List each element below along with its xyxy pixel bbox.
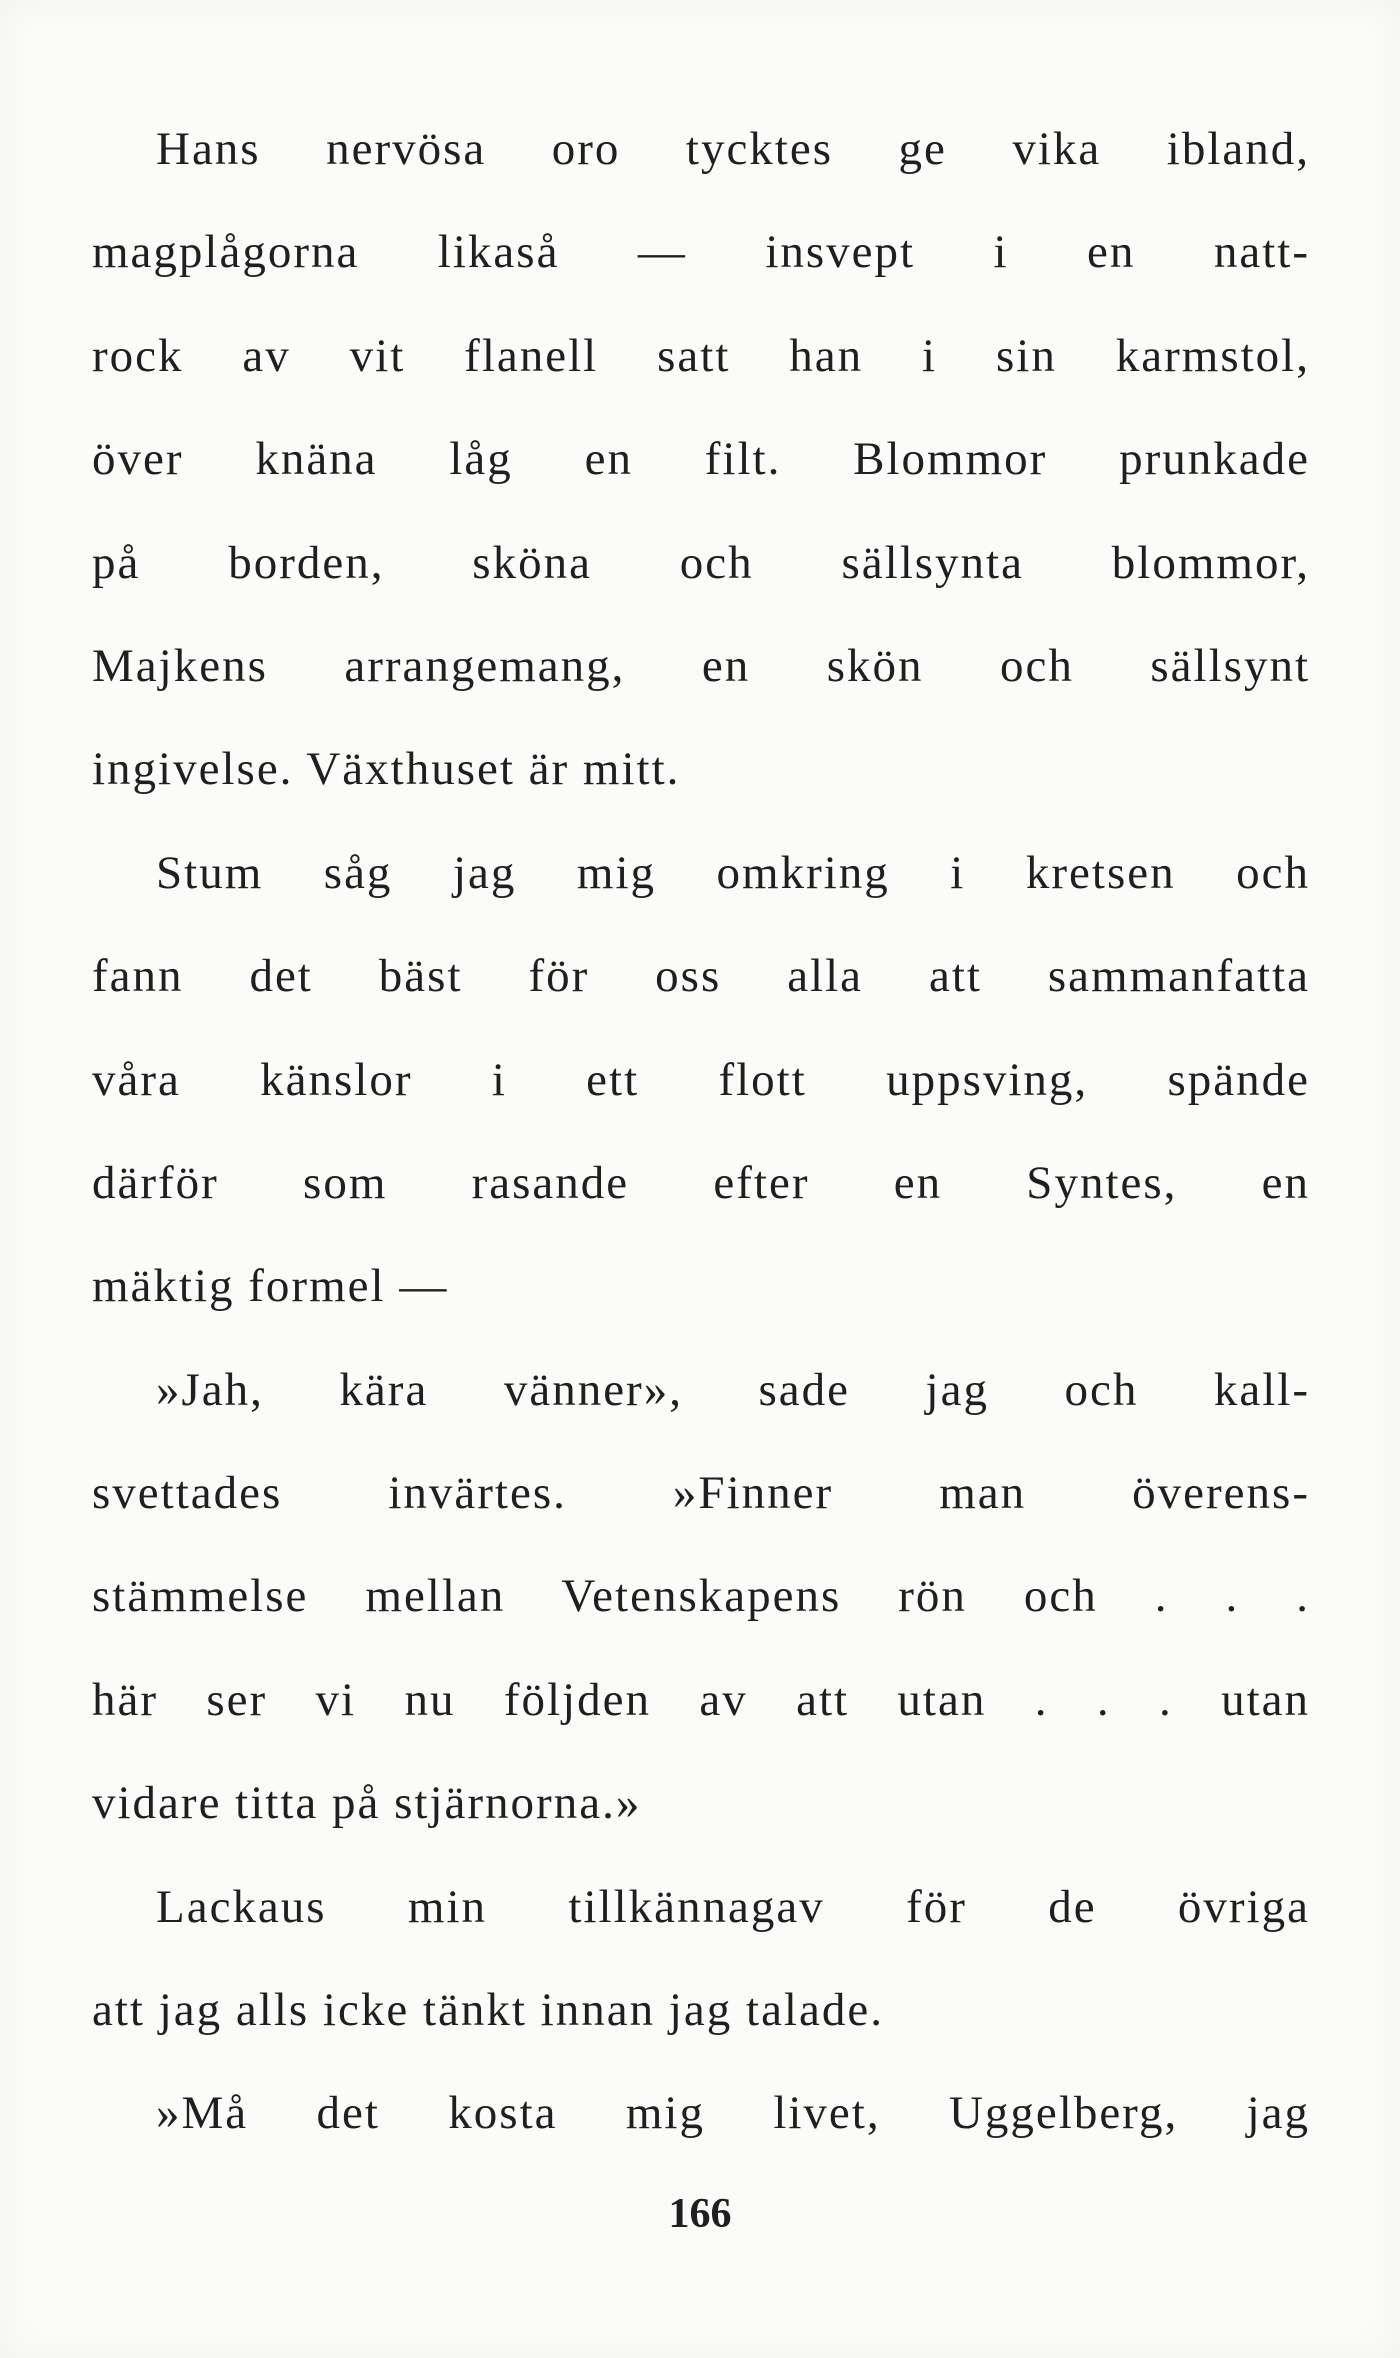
page-number: 166 [668, 2191, 732, 2237]
text-line: ingivelse. Växthuset är mitt. [92, 743, 681, 796]
text-line: fann det bäst för oss alla att sammanfatta [92, 950, 1310, 1003]
text-line: »Jah, kära vänner», sade jag och kall- [156, 1363, 1310, 1416]
text-line: mäktig formel — [92, 1260, 449, 1313]
text-line: magplågorna likaså — insvept i en natt- [92, 226, 1310, 279]
text-line: att jag alls icke tänkt innan jag talade. [92, 1984, 884, 2037]
text-line: Lackaus min tillkännagav för de övriga [156, 1880, 1310, 1933]
text-line: »Må det kosta mig livet, Uggelberg, jag [156, 2087, 1310, 2140]
text-line: rock av vit flanell satt han i sin karmstol, [92, 329, 1310, 382]
text-line: därför som rasande efter en Syntes, en [92, 1156, 1310, 1209]
text-line: svettades invärtes. »Finner man överens- [92, 1467, 1310, 1520]
text-line: här ser vi nu följden av att utan . . . utan [92, 1673, 1310, 1726]
body-text [92, 98, 1310, 2166]
text-line: våra känslor i ett flott uppsving, spände [92, 1053, 1310, 1106]
text-line: över knäna låg en filt. Blommor prunkade [92, 433, 1310, 486]
text-line: stämmelse mellan Vetenskapens rön och . . . [92, 1570, 1310, 1623]
text-line: Hans nervösa oro tycktes ge vika ibland, [156, 123, 1310, 175]
text-line: vidare titta på stjärnorna.» [92, 1777, 642, 1830]
text-line: på borden, sköna och sällsynta blommor, [92, 536, 1310, 589]
text-line: Majkens arrangemang, en skön och sällsynt [92, 639, 1310, 692]
text-line: Stum såg jag mig omkring i kretsen och [156, 846, 1310, 899]
